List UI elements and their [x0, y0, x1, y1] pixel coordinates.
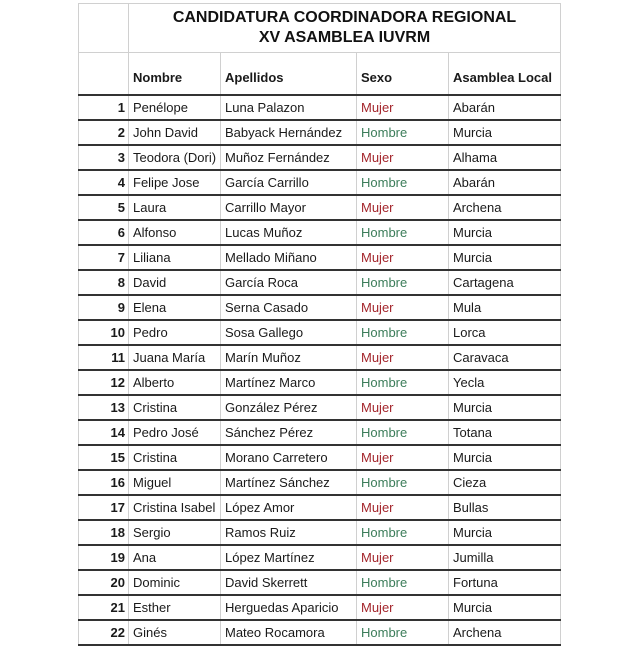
cell-asamblea[interactable]: Fortuna [449, 570, 561, 595]
cell-apellidos[interactable]: Sosa Gallego [221, 320, 357, 345]
row-number[interactable]: 1 [79, 95, 129, 120]
row-number[interactable]: 21 [79, 595, 129, 620]
cell-sexo[interactable]: Mujer [357, 295, 449, 320]
header-asamblea[interactable]: Asamblea Local [449, 53, 561, 96]
cell-apellidos[interactable]: Sánchez Pérez [221, 420, 357, 445]
cell-nombre[interactable]: Juana María [129, 345, 221, 370]
header-nombre[interactable]: Nombre [129, 53, 221, 96]
cell-sexo[interactable]: Mujer [357, 345, 449, 370]
row-number[interactable]: 10 [79, 320, 129, 345]
row-number[interactable]: 20 [79, 570, 129, 595]
row-number[interactable]: 12 [79, 370, 129, 395]
table-row [79, 320, 561, 345]
cell-apellidos[interactable]: Martínez Sánchez [221, 470, 357, 495]
cell-sexo[interactable]: Hombre [357, 170, 449, 195]
cell-sexo[interactable]: Hombre [357, 370, 449, 395]
cell-nombre[interactable]: Miguel [129, 470, 221, 495]
table-row [79, 620, 561, 645]
cell-asamblea[interactable]: Archena [449, 195, 561, 220]
cell-asamblea[interactable]: Jumilla [449, 545, 561, 570]
table-row [79, 170, 561, 195]
table-row [79, 120, 561, 145]
row-number[interactable]: 6 [79, 220, 129, 245]
cell-apellidos[interactable]: González Pérez [221, 395, 357, 420]
cell-nombre[interactable]: Penélope [129, 95, 221, 120]
cell-sexo[interactable]: Hombre [357, 320, 449, 345]
cell-asamblea[interactable]: Alhama [449, 145, 561, 170]
cell-nombre[interactable]: Alfonso [129, 220, 221, 245]
table-row [79, 345, 561, 370]
table-row [79, 145, 561, 170]
row-number[interactable]: 22 [79, 620, 129, 645]
row-number[interactable]: 19 [79, 545, 129, 570]
cell-sexo[interactable]: Mujer [357, 145, 449, 170]
cell-nombre[interactable]: John David [129, 120, 221, 145]
table-row [79, 520, 561, 545]
cell-apellidos[interactable]: Ramos Ruiz [221, 520, 357, 545]
cell-asamblea[interactable]: Mula [449, 295, 561, 320]
cell-sexo[interactable]: Mujer [357, 595, 449, 620]
row-number[interactable]: 17 [79, 495, 129, 520]
cell-apellidos[interactable]: Morano Carretero [221, 445, 357, 470]
cell-apellidos[interactable]: Martínez Marco [221, 370, 357, 395]
table-row [79, 420, 561, 445]
cell-asamblea[interactable]: Murcia [449, 220, 561, 245]
cell-nombre[interactable]: Pedro [129, 320, 221, 345]
row-number[interactable]: 9 [79, 295, 129, 320]
table-row [79, 445, 561, 470]
cell-asamblea[interactable]: Archena [449, 620, 561, 645]
cell-sexo[interactable]: Mujer [357, 395, 449, 420]
title-line-1: CANDIDATURA COORDINADORA REGIONAL [172, 9, 517, 26]
corner-cell[interactable] [79, 4, 129, 53]
cell-sexo[interactable]: Mujer [357, 195, 449, 220]
cell-asamblea[interactable]: Cartagena [449, 270, 561, 295]
cell-asamblea[interactable]: Murcia [449, 395, 561, 420]
table-row [79, 195, 561, 220]
cell-nombre[interactable]: Pedro José [129, 420, 221, 445]
table-row [79, 220, 561, 245]
cell-nombre[interactable]: Laura [129, 195, 221, 220]
cell-asamblea[interactable]: Murcia [449, 520, 561, 545]
cell-apellidos[interactable]: Mellado Miñano [221, 245, 357, 270]
cell-asamblea[interactable]: Murcia [449, 445, 561, 470]
row-number[interactable]: 13 [79, 395, 129, 420]
cell-nombre[interactable]: Cristina Isabel [129, 495, 221, 520]
cell-asamblea[interactable]: Yecla [449, 370, 561, 395]
cell-apellidos[interactable]: García Carrillo [221, 170, 357, 195]
cell-nombre[interactable]: Liliana [129, 245, 221, 270]
cell-asamblea[interactable]: Abarán [449, 170, 561, 195]
cell-nombre[interactable]: Dominic [129, 570, 221, 595]
table-row [79, 370, 561, 395]
table-row [79, 395, 561, 420]
title-row [79, 4, 561, 53]
header-row [79, 53, 561, 96]
cell-apellidos[interactable]: Babyack Hernández [221, 120, 357, 145]
header-num-cell[interactable] [79, 53, 129, 96]
cell-asamblea[interactable]: Murcia [449, 245, 561, 270]
row-number[interactable]: 2 [79, 120, 129, 145]
row-number[interactable]: 14 [79, 420, 129, 445]
cell-apellidos[interactable]: Marín Muñoz [221, 345, 357, 370]
cell-sexo[interactable]: Hombre [357, 420, 449, 445]
cell-sexo[interactable]: Hombre [357, 120, 449, 145]
cell-sexo[interactable]: Hombre [357, 270, 449, 295]
cell-sexo[interactable]: Hombre [357, 620, 449, 645]
cell-nombre[interactable]: Alberto [129, 370, 221, 395]
cell-nombre[interactable]: Ginés [129, 620, 221, 645]
title-line-2: XV ASAMBLEA IUVRM [258, 29, 431, 46]
cell-nombre[interactable]: Esther [129, 595, 221, 620]
row-number[interactable]: 4 [79, 170, 129, 195]
row-number[interactable]: 11 [79, 345, 129, 370]
row-number[interactable]: 18 [79, 520, 129, 545]
table-row [79, 545, 561, 570]
cell-sexo[interactable]: Hombre [357, 470, 449, 495]
cell-asamblea[interactable]: Bullas [449, 495, 561, 520]
cell-apellidos[interactable]: García Roca [221, 270, 357, 295]
cell-sexo[interactable]: Mujer [357, 245, 449, 270]
cell-nombre[interactable]: Cristina [129, 395, 221, 420]
table-row [79, 595, 561, 620]
table-row [79, 270, 561, 295]
cell-nombre[interactable]: Sergio [129, 520, 221, 545]
cell-apellidos[interactable]: López Martínez [221, 545, 357, 570]
table-row [79, 570, 561, 595]
row-number[interactable]: 16 [79, 470, 129, 495]
cell-nombre[interactable]: David [129, 270, 221, 295]
cell-apellidos[interactable]: Muñoz Fernández [221, 145, 357, 170]
cell-nombre[interactable]: Cristina [129, 445, 221, 470]
table-row [79, 470, 561, 495]
cell-nombre[interactable]: Teodora (Dori) [129, 145, 221, 170]
cell-apellidos[interactable]: Mateo Rocamora [221, 620, 357, 645]
cell-nombre[interactable]: Ana [129, 545, 221, 570]
cell-sexo[interactable]: Mujer [357, 95, 449, 120]
cell-sexo[interactable]: Hombre [357, 520, 449, 545]
cell-sexo[interactable]: Hombre [357, 220, 449, 245]
table-row [79, 295, 561, 320]
cell-apellidos[interactable]: Luna Palazon [221, 95, 357, 120]
cell-apellidos[interactable]: Carrillo Mayor [221, 195, 357, 220]
cell-asamblea[interactable]: Totana [449, 420, 561, 445]
cell-nombre[interactable]: Elena [129, 295, 221, 320]
header-apellidos[interactable]: Apellidos [221, 53, 357, 96]
cell-asamblea[interactable]: Murcia [449, 120, 561, 145]
cell-sexo[interactable]: Mujer [357, 495, 449, 520]
row-number[interactable]: 8 [79, 270, 129, 295]
page-title[interactable] [129, 4, 561, 53]
cell-apellidos[interactable]: Herguedas Aparicio [221, 595, 357, 620]
table-row [79, 245, 561, 270]
header-sexo[interactable]: Sexo [357, 53, 449, 96]
cell-asamblea[interactable]: Caravaca [449, 345, 561, 370]
cell-sexo[interactable]: Mujer [357, 445, 449, 470]
cell-apellidos[interactable]: Lucas Muñoz [221, 220, 357, 245]
cell-sexo[interactable]: Mujer [357, 545, 449, 570]
table-row [79, 95, 561, 120]
cell-asamblea[interactable]: Abarán [449, 95, 561, 120]
cell-sexo[interactable]: Hombre [357, 570, 449, 595]
row-number[interactable]: 15 [79, 445, 129, 470]
cell-apellidos[interactable]: López Amor [221, 495, 357, 520]
cell-apellidos[interactable]: David Skerrett [221, 570, 357, 595]
cell-asamblea[interactable]: Murcia [449, 595, 561, 620]
cell-nombre[interactable]: Felipe Jose [129, 170, 221, 195]
table-row [79, 495, 561, 520]
row-number[interactable]: 5 [79, 195, 129, 220]
candidates-table [78, 3, 561, 646]
cell-asamblea[interactable]: Lorca [449, 320, 561, 345]
cell-apellidos[interactable]: Serna Casado [221, 295, 357, 320]
cell-asamblea[interactable]: Cieza [449, 470, 561, 495]
row-number[interactable]: 7 [79, 245, 129, 270]
row-number[interactable]: 3 [79, 145, 129, 170]
